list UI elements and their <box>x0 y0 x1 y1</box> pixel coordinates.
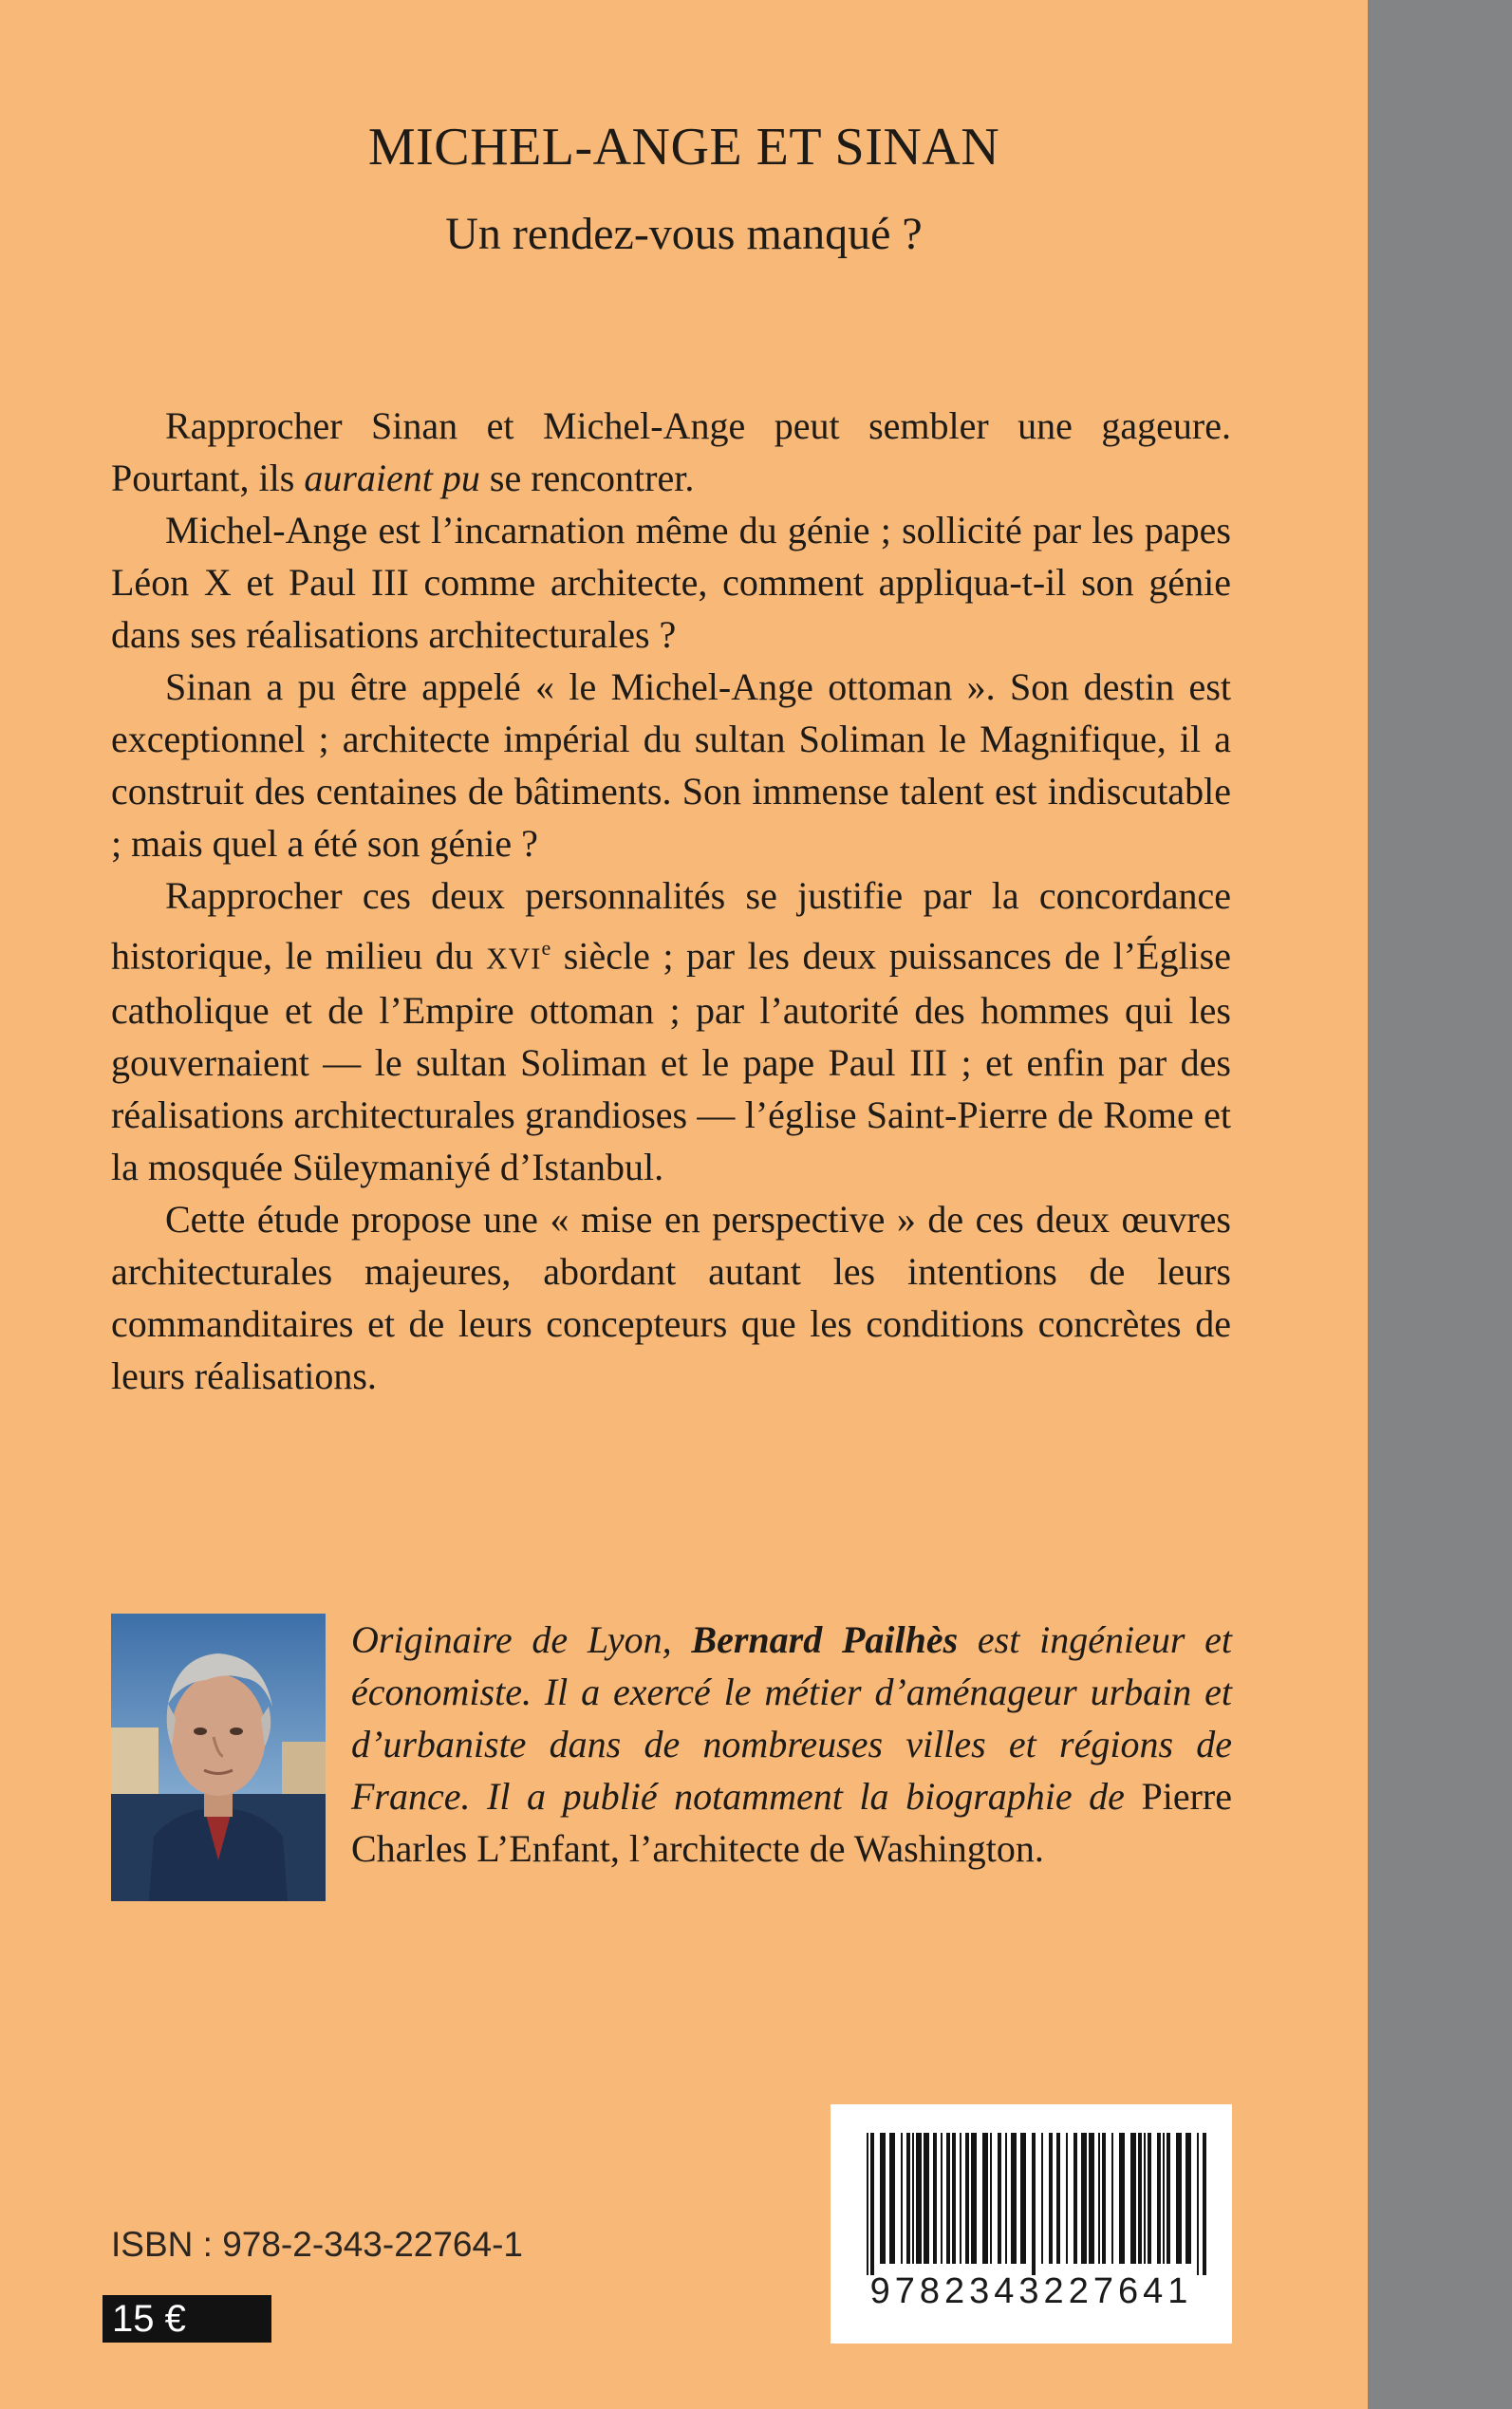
barcode-bar <box>990 2133 992 2264</box>
barcode-bar <box>1138 2133 1142 2264</box>
barcode-bar <box>916 2133 922 2264</box>
isbn: ISBN : 978-2-343-22764-1 <box>111 2225 523 2264</box>
barcode-bar <box>1148 2133 1151 2264</box>
barcode-bar <box>933 2133 937 2264</box>
barcode-bar <box>941 2133 943 2264</box>
blurb-paragraph-1 <box>111 400 1231 504</box>
barcode-bar <box>880 2133 886 2264</box>
barcode-bar <box>1098 2133 1100 2264</box>
barcode-bar <box>1130 2133 1136 2264</box>
blurb-paragraph-3: Sinan a pu être appelé « le Michel-Ange ottoman ». Son destin est exceptionnel ; architecte impérial du sultan Soliman le Magnifique, il a construit des centaines de bâtiments. Son immense talent est indiscutable ; mais quel a été son génie ? <box>111 665 1231 865</box>
barcode-bar <box>1081 2133 1087 2264</box>
barcode-bar <box>1111 2133 1113 2264</box>
barcode-bar <box>906 2133 910 2264</box>
barcode-bar <box>998 2133 1001 2264</box>
barcode-bar <box>870 2133 874 2275</box>
blurb-p4-century: XVI <box>486 942 542 976</box>
blurb-paragraph-5: Cette étude propose une « mise en perspective » de ces deux œuvres architecturales majeures, abordant autant les intentions de leurs commanditaires et de leurs concepteurs que les conditions concrètes de leurs réalisations. <box>111 1198 1231 1398</box>
blurb-p1-end: se rencontrer. <box>479 457 695 499</box>
barcode-bar <box>1167 2133 1170 2264</box>
book-title: MICHEL-ANGE ET SINAN <box>367 118 1000 177</box>
spine-strip <box>1368 0 1512 2409</box>
book-subtitle: Un rendez-vous manqué ? <box>445 209 923 259</box>
barcode-bar <box>946 2133 950 2264</box>
bio-book-title: Pierre Charles L’Enfant, l’architecte de Washington. <box>351 1775 1232 1870</box>
barcode-bar <box>1163 2133 1165 2264</box>
barcode-bar <box>1020 2133 1026 2264</box>
barcode <box>831 2104 1232 2344</box>
barcode-bar <box>960 2133 961 2264</box>
author-bio <box>351 1614 1232 1875</box>
barcode-bar <box>1049 2133 1053 2264</box>
blurb-p1-text: Rapprocher Sinan et Michel-Ange peut sembler une gageure. Pourtant, ils <box>111 404 1231 499</box>
blurb-paragraph-2: Michel-Ange est l’incarnation même du génie ; sollicité par les papes Léon X et Paul III comme architecte, comment appliqua-t-il son génie dans ses réalisations architecturales ? <box>111 509 1231 656</box>
barcode-bar <box>1157 2133 1161 2264</box>
barcode-bar <box>1119 2133 1125 2264</box>
barcode-bar <box>971 2133 977 2264</box>
barcode-bar <box>1144 2133 1146 2264</box>
author-name: Bernard Pailhès <box>691 1618 959 1661</box>
barcode-bar <box>924 2133 929 2264</box>
author-photo <box>111 1614 326 1901</box>
barcode-bar <box>901 2133 903 2264</box>
blurb-p1-emphasis: auraient pu <box>304 457 480 499</box>
barcode-bar <box>1197 2133 1199 2275</box>
barcode-number: 9782343227641 <box>869 2271 1193 2311</box>
barcode-bar <box>965 2133 969 2264</box>
blurb-p4-end: siècle ; par les deux puissances de l’Église catholique et de l’Empire ottoman ; par l’autorité des hommes qui les gouvernaient — le sultan Soliman et le pape Paul III ; et enfin par des réalisations architecturales grandioses — l’église Saint-Pierre de Rome et la mosquée Süleymaniyé d’Istanbul. <box>111 934 1231 1189</box>
barcode-bar <box>1102 2133 1106 2264</box>
barcode-bar <box>1056 2133 1060 2264</box>
barcode-bar <box>1066 2133 1068 2264</box>
bio-intro: Originaire de Lyon, <box>351 1618 692 1661</box>
barcode-bar <box>1073 2133 1077 2264</box>
barcode-bar <box>1185 2133 1191 2264</box>
barcode-bar <box>1005 2133 1007 2264</box>
barcode-bar <box>982 2133 988 2264</box>
blurb-paragraph-4 <box>111 869 1231 1193</box>
barcode-bar <box>1089 2133 1094 2264</box>
barcode-bar <box>889 2133 895 2264</box>
barcode-bar <box>1011 2133 1017 2264</box>
bio-body: est ingénieur et économiste. Il a exercé le métier d’aménageur urbain et d’urbaniste dans de nombreuses villes et régions de France. Il a publié notamment la biographie de <box>351 1618 1232 1818</box>
blurb-text <box>111 400 1231 1402</box>
barcode-bar <box>912 2133 914 2264</box>
barcode-bar <box>1176 2133 1182 2264</box>
barcode-bar <box>952 2133 956 2264</box>
blurb-p4-text: Rapprocher ces deux personnalités se justifie par la concordance historique, le milieu du <box>111 874 1231 978</box>
blurb-p4-sup: e <box>541 936 551 960</box>
barcode-bar <box>867 2133 868 2275</box>
price-tag: 15 € <box>103 2295 271 2343</box>
barcode-bar <box>1041 2133 1043 2264</box>
barcode-bar <box>1203 2133 1206 2275</box>
barcode-bar <box>1032 2133 1036 2275</box>
